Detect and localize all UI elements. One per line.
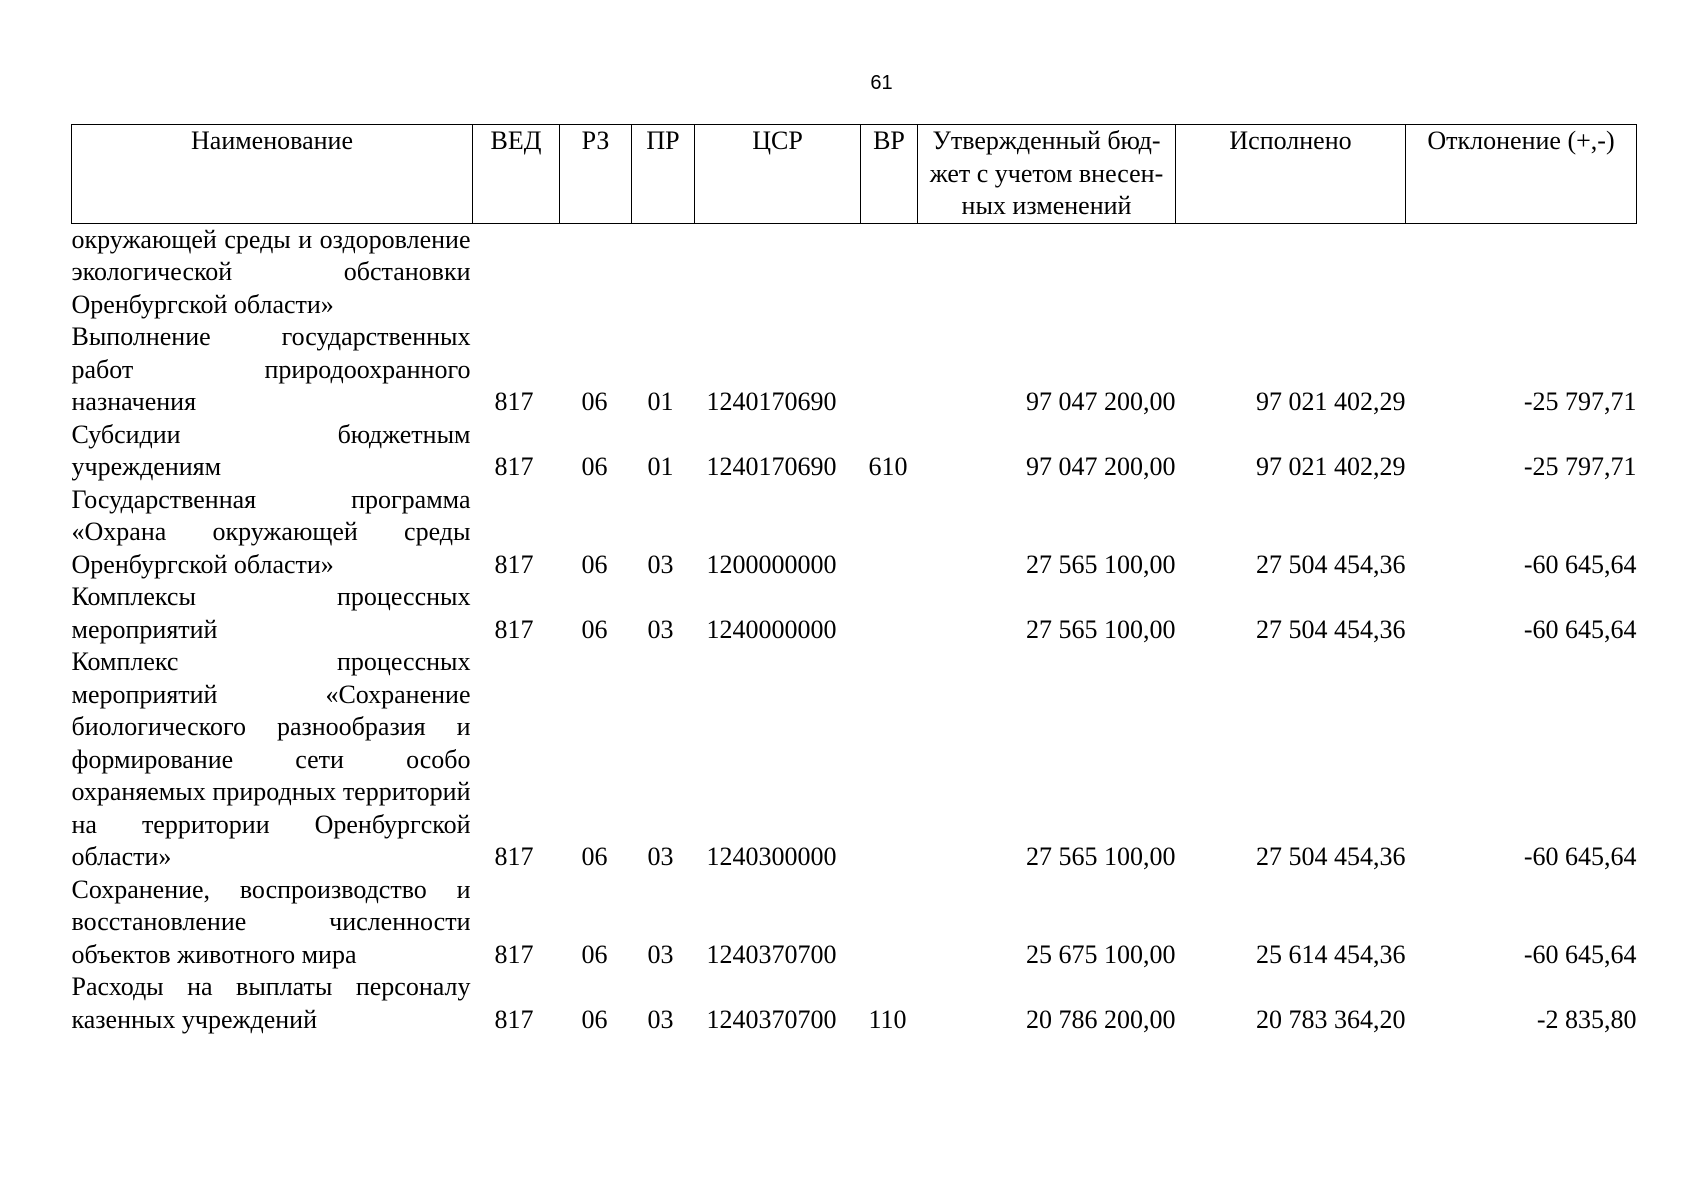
cell-vr — [861, 321, 918, 419]
cell-rz: 06 — [581, 939, 608, 969]
cell-rz: 06 — [581, 549, 608, 579]
cell-rz: 06 — [581, 614, 608, 644]
table-header — [72, 125, 1637, 224]
cell-rz: 06 — [581, 387, 608, 416]
cell-name: Расходы на выплаты персоналу казенных учреждений — [71, 972, 471, 1034]
cell-name: Субсидии бюджетным учреждениям — [71, 419, 471, 481]
cell-name: окружающей среды и оздоровление экологической обстановки Оренбургской области» — [71, 224, 471, 319]
header-deviation: Отклонение (+,-) — [1406, 125, 1637, 224]
cell-ved: 817 — [494, 549, 534, 579]
cell-rz — [560, 223, 632, 321]
header-approved-budget: Утвержденный бюд-жет с учетом внесен-ных изменений — [918, 125, 1176, 224]
cell-ved: 817 — [494, 1004, 534, 1034]
header-name: Наименование — [72, 125, 473, 224]
cell-pr: 01 — [647, 387, 674, 416]
cell-approved — [918, 223, 1176, 321]
table-row — [72, 484, 1637, 582]
table-row — [72, 874, 1637, 972]
header-executed: Исполнено — [1176, 125, 1406, 224]
cell-ved: 817 — [494, 614, 534, 644]
cell-pr: 01 — [647, 452, 674, 481]
table-row — [72, 646, 1637, 874]
cell-pr: 03 — [647, 1004, 674, 1034]
header-ved: ВЕД — [473, 125, 560, 224]
cell-deviation: -60 645,64 — [1523, 614, 1637, 644]
cell-csr: 1240000000 — [706, 614, 837, 644]
cell-csr: 1240300000 — [706, 842, 837, 871]
cell-deviation: -25 797,71 — [1523, 387, 1637, 416]
cell-name: Комплексы процессных мероприятий — [71, 582, 471, 644]
cell-pr: 03 — [647, 614, 674, 644]
cell-pr: 03 — [647, 939, 674, 969]
cell-vr: 610 — [868, 452, 908, 481]
cell-ved — [473, 223, 560, 321]
cell-executed: 97 021 402,29 — [1256, 452, 1406, 481]
cell-vr — [861, 223, 918, 321]
cell-executed: 27 504 454,36 — [1256, 549, 1406, 579]
cell-approved: 97 047 200,00 — [1026, 387, 1176, 416]
page-number: 61 — [870, 72, 893, 94]
cell-csr: 1240170690 — [706, 452, 837, 481]
cell-approved: 25 675 100,00 — [1026, 939, 1176, 969]
table-row — [72, 581, 1637, 646]
cell-approved: 20 786 200,00 — [1026, 1004, 1176, 1034]
cell-deviation: -25 797,71 — [1523, 452, 1637, 481]
cell-name: Комплекс процессных мероприятий «Сохранение биологического разнообразия и формирование сети особо охраняемых природных территорий на территории Оренбургской области» — [71, 647, 471, 871]
cell-name: Сохранение, воспроизводство и восстановление численности объектов животного мира — [71, 874, 471, 969]
cell-pr — [632, 223, 695, 321]
cell-pr: 03 — [647, 549, 674, 579]
table-row — [72, 971, 1637, 1036]
cell-rz: 06 — [581, 1004, 608, 1034]
table-row — [72, 223, 1637, 321]
cell-rz: 06 — [581, 842, 608, 871]
table-body — [72, 223, 1637, 1036]
cell-vr — [861, 646, 918, 874]
cell-csr: 1240370700 — [706, 939, 837, 969]
cell-name: Выполнение государственных работ природоохранного назначения — [71, 322, 471, 416]
header-rz: РЗ — [560, 125, 632, 224]
cell-executed: 25 614 454,36 — [1256, 939, 1406, 969]
cell-rz: 06 — [581, 452, 608, 481]
cell-executed — [1176, 223, 1406, 321]
cell-csr — [695, 223, 861, 321]
cell-csr: 1240170690 — [706, 387, 837, 416]
header-pr: ПР — [632, 125, 695, 224]
cell-deviation: -60 645,64 — [1523, 842, 1637, 871]
cell-pr: 03 — [647, 842, 674, 871]
cell-executed: 27 504 454,36 — [1256, 614, 1406, 644]
cell-vr — [861, 581, 918, 646]
cell-name: Государственная программа «Охрана окружающей среды Оренбургской области» — [71, 484, 471, 579]
cell-executed: 20 783 364,20 — [1256, 1004, 1406, 1034]
cell-approved: 27 565 100,00 — [1026, 842, 1176, 871]
cell-ved: 817 — [494, 842, 534, 871]
budget-execution-table — [71, 124, 1637, 1036]
cell-vr — [861, 874, 918, 972]
cell-vr — [861, 484, 918, 582]
cell-approved: 27 565 100,00 — [1026, 614, 1176, 644]
cell-vr: 110 — [868, 1004, 907, 1034]
cell-executed: 97 021 402,29 — [1256, 387, 1406, 416]
cell-executed: 27 504 454,36 — [1256, 842, 1406, 871]
header-vr: ВР — [861, 125, 918, 224]
cell-ved: 817 — [494, 452, 534, 481]
cell-ved: 817 — [494, 387, 534, 416]
cell-csr: 1240370700 — [706, 1004, 837, 1034]
cell-ved: 817 — [494, 939, 534, 969]
table-row — [72, 419, 1637, 484]
cell-deviation: -2 835,80 — [1536, 1004, 1637, 1034]
cell-deviation — [1406, 223, 1637, 321]
table-row — [72, 321, 1637, 419]
cell-approved: 27 565 100,00 — [1026, 549, 1176, 579]
header-csr: ЦСР — [695, 125, 861, 224]
cell-csr: 1200000000 — [706, 549, 837, 579]
cell-deviation: -60 645,64 — [1523, 549, 1637, 579]
cell-approved: 97 047 200,00 — [1026, 452, 1176, 481]
cell-deviation: -60 645,64 — [1523, 939, 1637, 969]
